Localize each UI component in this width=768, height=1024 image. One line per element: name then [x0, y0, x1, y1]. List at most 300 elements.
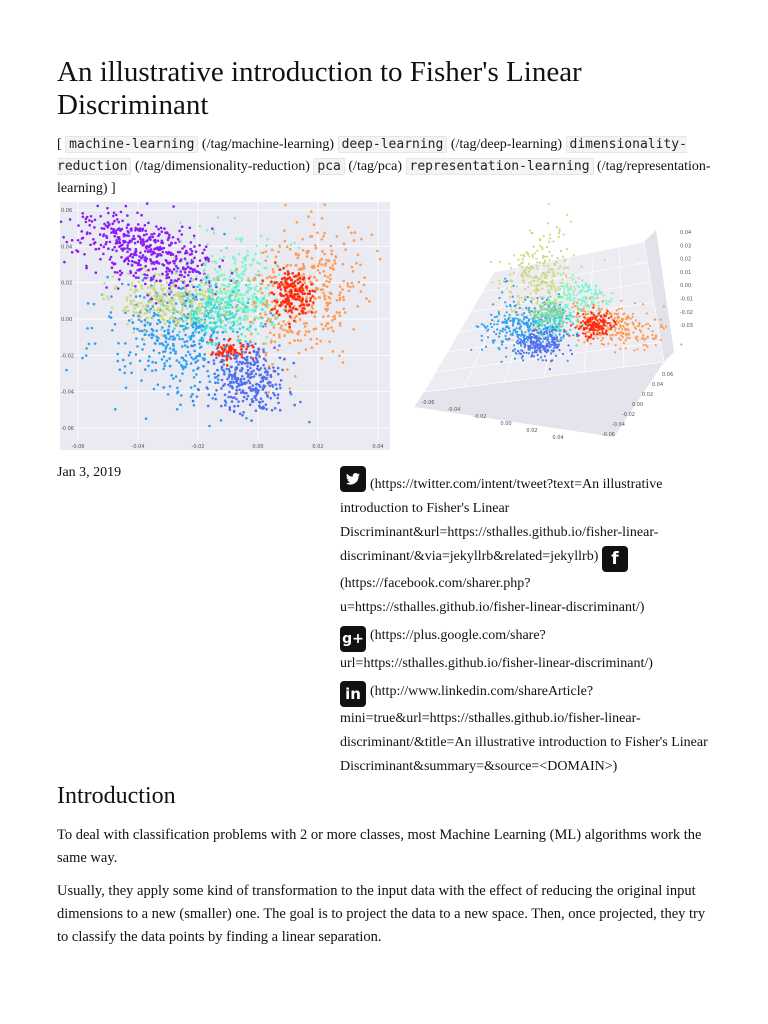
cluster-point-blue [121, 283, 124, 286]
cluster-point-orange [352, 285, 355, 288]
cluster-point-green [559, 307, 561, 309]
cluster-point-aqua [271, 323, 274, 326]
cluster-point-orange [319, 340, 322, 343]
cluster-point-purple [123, 235, 126, 238]
cluster-point-blue [191, 393, 194, 396]
cluster-point-purple [149, 238, 152, 241]
cluster-point-green [157, 293, 159, 295]
cluster-point-orange [321, 217, 324, 220]
cluster-point-purple [135, 276, 138, 279]
cluster-point-violet [265, 408, 268, 411]
cluster-point-khaki [151, 317, 154, 320]
cluster-point-khaki [547, 271, 549, 273]
cluster-point-khaki [552, 275, 554, 277]
cluster-point-blue [184, 334, 187, 337]
cluster-point-violet [220, 405, 223, 408]
cluster-point-blue [513, 301, 515, 303]
cluster-point-violet [247, 395, 250, 398]
cluster-point-blue [499, 332, 501, 334]
cluster-point-khaki [134, 307, 137, 310]
cluster-point-orange [323, 283, 326, 286]
cluster-point-violet [262, 364, 265, 367]
cluster-point-purple [115, 250, 118, 253]
cluster-point-khaki [153, 284, 156, 287]
cluster-point-purple [181, 233, 184, 236]
tag-path[interactable]: (/tag/deep-learning) [450, 137, 562, 152]
cluster-point-aqua [599, 292, 601, 294]
google-plus-icon[interactable]: g+ [340, 626, 366, 652]
cluster-point-aqua [560, 285, 562, 287]
cluster-point-purple [157, 254, 160, 257]
cluster-point-violet [235, 392, 238, 395]
facebook-icon[interactable]: f [602, 546, 628, 572]
cluster-point-blue [192, 369, 195, 372]
cluster-point-aqua [233, 270, 236, 273]
cluster-point-purple [145, 240, 148, 243]
cluster-point-red [309, 293, 312, 296]
cluster-point-cyan [224, 324, 227, 327]
cluster-point-red [591, 318, 593, 320]
cluster-point-red [594, 329, 596, 331]
cluster-point-orange [363, 284, 366, 287]
cluster-point-aqua [241, 279, 244, 282]
cluster-point-purple [110, 231, 113, 234]
cluster-point-purple [112, 222, 115, 225]
cluster-point-khaki [129, 288, 132, 291]
cluster-point-red [280, 301, 283, 304]
cluster-point-cyan [573, 316, 575, 318]
cluster-point-aqua [570, 288, 572, 290]
cluster-point-khaki [159, 298, 162, 301]
cluster-point-cyan [214, 303, 217, 306]
cluster-point-orange [645, 323, 647, 325]
cluster-point-violet [247, 373, 250, 376]
x-tick-label: -0.04 [447, 407, 461, 413]
cluster-point-red [287, 277, 290, 280]
cluster-point-cyan [210, 308, 213, 311]
cluster-point-purple [137, 241, 140, 244]
cluster-point-cyan [231, 306, 234, 309]
cluster-point-violet [548, 342, 550, 344]
cluster-point-khaki [557, 257, 559, 259]
cluster-point-violet [229, 406, 232, 409]
cluster-point-purple [165, 270, 168, 273]
cluster-point-khaki [518, 297, 520, 299]
cluster-point-green [570, 312, 572, 314]
cluster-point-orange [623, 326, 625, 328]
cluster-point-aqua [259, 290, 262, 293]
cluster-point-cyan [168, 320, 171, 323]
cluster-point-aqua [207, 304, 210, 307]
cluster-point-red [308, 277, 311, 280]
cluster-point-orange [271, 277, 274, 280]
cluster-point-orange [267, 318, 270, 321]
cluster-point-orange [355, 262, 358, 265]
x-tick-label: 0.00 [500, 421, 512, 427]
cluster-point-violet [540, 338, 542, 340]
cluster-point-purple [145, 260, 148, 263]
cluster-point-violet [538, 340, 540, 342]
cluster-point-khaki [580, 266, 582, 268]
cluster-point-violet [231, 385, 234, 388]
cluster-point-aqua [241, 277, 244, 280]
cluster-point-purple [105, 235, 108, 238]
cluster-point-violet [551, 344, 553, 346]
cluster-point-blue [114, 408, 117, 411]
cluster-point-orange [336, 235, 339, 238]
cluster-point-cyan [187, 327, 190, 330]
cluster-point-aqua [252, 322, 255, 325]
cluster-point-blue [481, 323, 483, 325]
cluster-point-khaki [509, 273, 511, 275]
cluster-point-orange [595, 335, 597, 337]
cluster-point-green [210, 299, 212, 301]
cluster-point-aqua [202, 278, 205, 281]
cluster-point-violet [277, 373, 280, 376]
cluster-point-violet [241, 375, 244, 378]
cluster-point-red [604, 324, 606, 326]
cluster-point-green [560, 313, 562, 315]
cluster-point-orange [632, 316, 634, 318]
cluster-point-khaki [503, 280, 505, 282]
cluster-point-purple [150, 233, 153, 236]
cluster-point-purple [187, 274, 190, 277]
cluster-point-orange [600, 334, 602, 336]
cluster-point-violet [535, 338, 537, 340]
cluster-point-red [590, 311, 592, 313]
cluster-point-orange [633, 324, 635, 326]
cluster-point-blue [519, 319, 521, 321]
cluster-point-blue [501, 321, 503, 323]
cluster-point-blue [490, 314, 492, 316]
cluster-point-purple [201, 252, 204, 255]
cluster-point-red [280, 288, 283, 291]
cluster-point-violet [508, 338, 510, 340]
cluster-point-red [274, 261, 277, 264]
tag-deep-learning[interactable]: deep-learning [338, 136, 448, 153]
cluster-point-orange [647, 323, 649, 325]
cluster-point-blue [193, 376, 196, 379]
cluster-point-purple [150, 262, 153, 265]
cluster-point-orange [651, 334, 653, 336]
cluster-point-green [270, 318, 272, 320]
cluster-point-aqua [219, 258, 222, 261]
cluster-point-purple [90, 215, 93, 218]
cluster-point-purple [144, 283, 147, 286]
cluster-point-orange [320, 323, 323, 326]
cluster-point-purple [181, 247, 184, 250]
cluster-point-violet [255, 351, 258, 354]
cluster-point-khaki [541, 272, 543, 274]
cluster-point-green [564, 310, 566, 312]
cluster-point-orange [359, 264, 362, 267]
cluster-point-khaki [534, 252, 536, 254]
cluster-point-orange [324, 325, 327, 328]
cluster-point-blue [144, 368, 147, 371]
cluster-point-purple [174, 242, 177, 245]
cluster-point-violet [221, 359, 224, 362]
cluster-point-blue [138, 330, 141, 333]
cluster-point-green [546, 304, 548, 306]
cluster-point-orange [583, 341, 585, 343]
twitter-share-url[interactable]: (https://twitter.com/intent/tweet?text=An illustrative introduction to Fisher's Linear Discriminant&url=https://sthalles.github.io/fisher-linear-discriminant/&via=jekyllrb&related=jekyllrb) [340, 477, 663, 564]
cluster-point-orange [620, 300, 622, 302]
cluster-point-orange [296, 315, 299, 318]
cluster-point-orange [601, 343, 603, 345]
cluster-point-violet [250, 419, 253, 422]
cluster-point-orange [653, 338, 655, 340]
cluster-point-orange [341, 288, 344, 291]
facebook-share-url[interactable]: (https://facebook.com/sharer.php?u=https://sthalles.github.io/fisher-linear-discriminant/) [340, 576, 645, 615]
share-google[interactable] [340, 624, 715, 676]
cluster-point-violet [536, 349, 538, 351]
cluster-point-blue [140, 320, 143, 323]
cluster-point-red [288, 323, 291, 326]
cluster-point-cyan [193, 316, 196, 319]
cluster-point-aqua [585, 285, 587, 287]
cluster-point-blue [170, 374, 173, 377]
cluster-point-orange [314, 244, 317, 247]
cluster-point-blue [524, 331, 526, 333]
cluster-point-orange [607, 343, 609, 345]
cluster-point-purple [129, 255, 132, 258]
cluster-point-blue [516, 333, 518, 335]
z-tick-label: 0.00 [680, 283, 692, 290]
cluster-point-orange [652, 330, 654, 332]
cluster-point-aqua [235, 299, 238, 302]
cluster-point-aqua [232, 286, 235, 289]
cluster-point-red [287, 301, 290, 304]
cluster-point-red [298, 298, 301, 301]
linkedin-icon[interactable]: in [340, 681, 366, 707]
cluster-point-orange [313, 315, 316, 318]
cluster-point-aqua [259, 302, 262, 305]
cluster-point-violet [216, 369, 219, 372]
cluster-point-red [580, 326, 582, 328]
cluster-point-blue [209, 380, 212, 383]
cluster-point-aqua [240, 301, 243, 304]
cluster-point-violet [214, 393, 217, 396]
cluster-point-purple [222, 259, 225, 262]
cluster-point-blue [206, 370, 209, 373]
tag-dimensionality-reduction[interactable]: dimensionality-reduction [57, 137, 687, 174]
cluster-point-red [592, 338, 594, 340]
cluster-point-orange [267, 284, 270, 287]
cluster-point-khaki [523, 282, 525, 284]
share-facebook[interactable] [340, 572, 715, 620]
cluster-point-khaki [139, 316, 142, 319]
cluster-point-orange [635, 336, 637, 338]
cluster-point-red [297, 282, 300, 285]
cluster-point-aqua [585, 303, 587, 305]
tag-pca[interactable]: pca [313, 158, 344, 175]
cluster-point-green [540, 316, 542, 318]
cluster-point-khaki [541, 280, 543, 282]
cluster-point-aqua [228, 285, 231, 288]
cluster-point-aqua [253, 258, 256, 261]
cluster-point-purple [85, 267, 88, 270]
cluster-point-violet [529, 337, 531, 339]
cluster-point-violet [192, 400, 195, 403]
cluster-point-aqua [238, 281, 241, 284]
cluster-point-purple [155, 302, 158, 305]
cluster-point-violet [222, 369, 225, 372]
cluster-point-khaki [524, 296, 526, 298]
cluster-point-red [281, 283, 284, 286]
cluster-point-blue [203, 334, 206, 337]
cluster-point-red [309, 300, 312, 303]
cluster-point-red [289, 291, 292, 294]
cluster-point-blue [94, 342, 97, 345]
cluster-point-purple [135, 254, 138, 257]
cluster-point-khaki [517, 295, 519, 297]
cluster-point-violet [246, 365, 249, 368]
cluster-point-orange [642, 334, 644, 336]
tag-path[interactable]: (/tag/machine-learning) [201, 137, 335, 152]
cluster-point-khaki [570, 221, 572, 223]
cluster-point-purple [165, 251, 168, 254]
cluster-point-cyan [162, 304, 165, 307]
cluster-point-blue [189, 353, 192, 356]
cluster-point-orange [336, 299, 339, 302]
cluster-point-violet [214, 398, 217, 401]
y-tick-label: 0.02 [642, 392, 654, 398]
cluster-point-blue [512, 318, 514, 320]
tag-path[interactable]: (/tag/representation-learning) [57, 159, 711, 196]
cluster-point-blue [502, 330, 504, 332]
cluster-point-orange [642, 303, 644, 305]
cluster-point-khaki [178, 291, 181, 294]
cluster-point-cyan [572, 322, 574, 324]
cluster-point-orange [600, 339, 602, 341]
cluster-point-blue [190, 362, 193, 365]
cluster-point-aqua [237, 318, 240, 321]
tag-representation-learning[interactable]: representation-learning [406, 158, 594, 175]
cluster-point-green [546, 307, 548, 309]
cluster-point-aqua [605, 302, 607, 304]
cluster-point-aqua [236, 274, 239, 277]
cluster-point-khaki [133, 331, 136, 334]
cluster-point-blue [516, 314, 518, 316]
cluster-point-red [284, 301, 287, 304]
cluster-point-green [535, 314, 537, 316]
cluster-point-orange [328, 341, 331, 344]
cluster-point-blue [181, 345, 184, 348]
cluster-point-blue [213, 330, 216, 333]
cluster-point-orange [621, 307, 623, 309]
cluster-point-khaki [554, 290, 556, 292]
cluster-point-purple [147, 249, 150, 252]
twitter-icon[interactable] [340, 466, 366, 492]
cluster-point-orange [338, 311, 341, 314]
cluster-point-orange [351, 266, 354, 269]
cluster-point-cyan [190, 313, 193, 316]
cluster-point-red [221, 355, 224, 358]
cluster-point-aqua [581, 299, 583, 301]
cluster-point-cyan [193, 313, 196, 316]
cluster-point-khaki [246, 318, 249, 321]
tag-machine-learning[interactable]: machine-learning [65, 136, 198, 153]
cluster-point-orange [363, 276, 366, 279]
cluster-point-purple [98, 248, 101, 251]
cluster-point-purple [103, 227, 106, 230]
cluster-point-khaki [136, 290, 139, 293]
cluster-point-purple [71, 239, 74, 242]
cluster-point-orange [332, 330, 335, 333]
cluster-point-red [593, 333, 595, 335]
tag-path[interactable]: (/tag/dimensionality-reduction) [134, 159, 310, 174]
cluster-point-blue [178, 338, 181, 341]
cluster-point-blue [135, 353, 138, 356]
cluster-point-cyan [221, 314, 224, 317]
cluster-point-blue [184, 344, 187, 347]
cluster-point-aqua [232, 278, 235, 281]
y-tick-label: 0.02 [61, 280, 73, 287]
cluster-point-khaki [552, 240, 554, 242]
cluster-point-blue [139, 295, 142, 298]
cluster-point-red [600, 316, 602, 318]
cluster-point-violet [224, 394, 227, 397]
cluster-point-violet [524, 343, 526, 345]
cluster-point-purple [195, 250, 198, 253]
cluster-point-orange [303, 322, 306, 325]
cluster-point-green [551, 307, 553, 309]
cluster-point-green [549, 310, 551, 312]
cluster-point-orange [622, 313, 624, 315]
cluster-point-aqua [247, 292, 250, 295]
cluster-point-violet [243, 378, 246, 381]
cluster-point-violet [249, 403, 252, 406]
cluster-point-violet [552, 350, 554, 352]
share-twitter[interactable] [340, 466, 715, 572]
tag-path[interactable]: (/tag/pca) [348, 159, 403, 174]
cluster-point-violet [555, 355, 557, 357]
google-share-url[interactable]: (https://plus.google.com/share?url=https://sthalles.github.io/fisher-linear-discriminant/) [340, 628, 653, 671]
cluster-point-khaki [142, 305, 145, 308]
cluster-point-aqua [573, 286, 575, 288]
cluster-point-orange [621, 318, 623, 320]
share-linkedin[interactable] [340, 680, 715, 779]
linkedin-share-url[interactable]: (http://www.linkedin.com/shareArticle?mini=true&url=https://sthalles.github.io/fisher-linear-discriminant/&title=An illustrative introduction to Fisher's Linear Discriminant&summary=&source=<DOMAIN>) [340, 684, 708, 774]
cluster-point-orange [307, 311, 310, 314]
cluster-point-aqua [207, 274, 210, 277]
cluster-point-orange [297, 339, 300, 342]
cluster-point-violet [258, 355, 261, 358]
cluster-point-purple [94, 241, 97, 244]
cluster-point-purple [111, 249, 114, 252]
cluster-point-blue [483, 324, 485, 326]
cluster-point-orange [253, 279, 256, 282]
cluster-point-aqua [248, 308, 251, 311]
cluster-point-purple [114, 271, 117, 274]
cluster-point-orange [642, 336, 644, 338]
cluster-point-red [606, 313, 608, 315]
cluster-point-blue [165, 337, 168, 340]
cluster-point-aqua [605, 300, 607, 302]
cluster-point-khaki [536, 276, 538, 278]
cluster-point-violet [536, 340, 538, 342]
cluster-point-khaki [546, 282, 548, 284]
cluster-point-blue [514, 317, 516, 319]
cluster-point-khaki [563, 234, 565, 236]
cluster-point-blue [527, 339, 529, 341]
cluster-point-purple [172, 205, 175, 208]
cluster-point-purple [62, 236, 65, 239]
cluster-point-green [219, 316, 221, 318]
cluster-point-aqua [255, 301, 258, 304]
cluster-point-violet [249, 382, 252, 385]
cluster-point-khaki [535, 289, 537, 291]
